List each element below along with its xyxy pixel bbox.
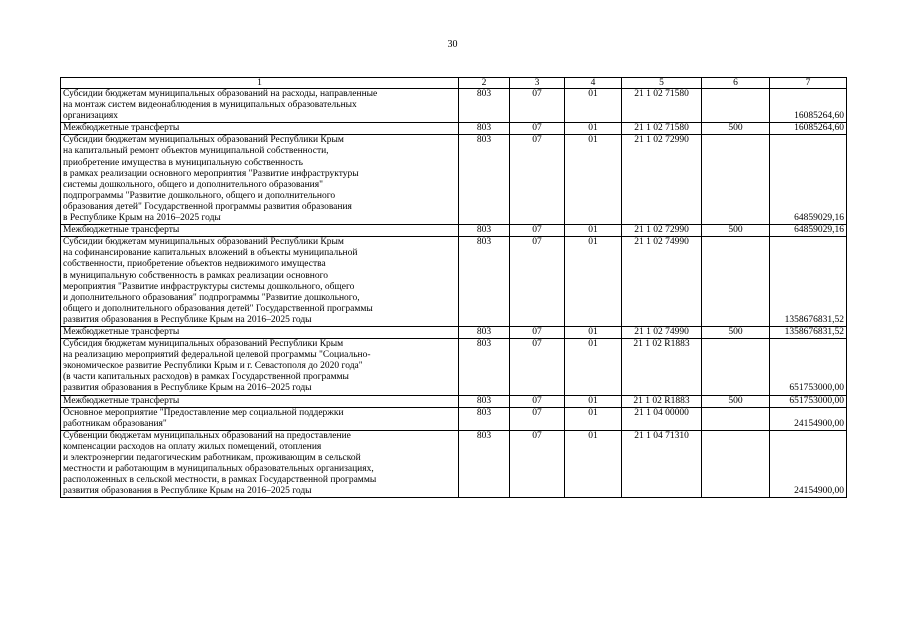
row-target-article: 21 1 02 74990 (622, 237, 702, 327)
row-amount: 1358676831,52 (770, 326, 847, 338)
row-amount: 651753000,00 (770, 339, 847, 395)
row-subsection-code: 01 (565, 89, 622, 123)
row-grbs-code: 803 (459, 407, 510, 430)
row-target-article: 21 1 02 71580 (622, 89, 702, 123)
row-section-code: 07 (510, 89, 565, 123)
column-header: 4 (565, 78, 622, 89)
row-section-code: 07 (510, 430, 565, 498)
row-target-article: 21 1 02 71580 (622, 123, 702, 135)
row-expense-type: 500 (702, 123, 770, 135)
row-expense-type (702, 89, 770, 123)
column-header: 7 (770, 78, 847, 89)
table-row (61, 326, 847, 338)
row-grbs-code: 803 (459, 89, 510, 123)
table-row (61, 89, 847, 123)
table-row (61, 135, 847, 225)
row-section-code: 07 (510, 225, 565, 237)
row-subsection-code: 01 (565, 225, 622, 237)
row-expense-type: 500 (702, 326, 770, 338)
row-amount: 64859029,16 (770, 225, 847, 237)
row-description: Межбюджетные трансферты (61, 123, 459, 135)
row-amount: 16085264,60 (770, 123, 847, 135)
row-subsection-code: 01 (565, 407, 622, 430)
table-header-row (61, 78, 847, 89)
row-section-code: 07 (510, 339, 565, 395)
table-row (61, 225, 847, 237)
row-expense-type (702, 339, 770, 395)
row-grbs-code: 803 (459, 430, 510, 498)
row-target-article: 21 1 02 74990 (622, 326, 702, 338)
row-amount: 651753000,00 (770, 395, 847, 407)
row-section-code: 07 (510, 326, 565, 338)
row-description: Субсидии бюджетам муниципальных образований Республики Крым на софинансирование капитальных вложений в объекты муниципальной собственности, приобретение объектов недвижимого имущества в муниципальную собственность в рамках реализации основного мероприятия "Развитие инфраструктуры системы дошкольного, общего и дополнительного образования" подпрограммы "Развитие дошкольного, общего и дополнительного образования детей" Государственной программы развития образования в Республике Крым на 2016–2025 годы (61, 237, 459, 327)
row-target-article: 21 1 02 72990 (622, 135, 702, 225)
row-section-code: 07 (510, 407, 565, 430)
row-subsection-code: 01 (565, 326, 622, 338)
page-number: 30 (447, 39, 458, 50)
row-description: Субсидии бюджетам муниципальных образований на расходы, направленные на монтаж систем видеонаблюдения в муниципальных образовательных организациях (61, 89, 459, 123)
row-grbs-code: 803 (459, 339, 510, 395)
row-subsection-code: 01 (565, 123, 622, 135)
row-description: Основное мероприятие "Предоставление мер социальной поддержки работникам образования" (61, 407, 459, 430)
row-section-code: 07 (510, 237, 565, 327)
column-header: 6 (702, 78, 770, 89)
column-header: 5 (622, 78, 702, 89)
row-grbs-code: 803 (459, 326, 510, 338)
row-grbs-code: 803 (459, 225, 510, 237)
row-section-code: 07 (510, 123, 565, 135)
row-subsection-code: 01 (565, 395, 622, 407)
row-expense-type (702, 430, 770, 498)
row-expense-type (702, 407, 770, 430)
row-amount: 16085264,60 (770, 89, 847, 123)
row-amount: 64859029,16 (770, 135, 847, 225)
row-description: Субвенции бюджетам муниципальных образований на предоставление компенсации расходов на оплату жилых помещений, отопления и электроэнергии педагогическим работникам, проживающим в сельской местности и работающим в муниципальных образовательных организациях, расположенных в сельской местности, в рамках Государственной программы развития образования в Республике Крым на 2016–2025 годы (61, 430, 459, 498)
row-amount: 1358676831,52 (770, 237, 847, 327)
row-description: Субсидии бюджетам муниципальных образований Республики Крым на капитальный ремонт объектов муниципальной собственности, приобретение имущества в муниципальную собственность в рамках реализации основного мероприятия "Развитие инфраструктуры системы дошкольного, общего и дополнительного образования" подпрограммы "Развитие дошкольного, общего и дополнительного образования детей" Государственной программы развития образования в Республике Крым на 2016–2025 годы (61, 135, 459, 225)
row-subsection-code: 01 (565, 430, 622, 498)
row-description: Межбюджетные трансферты (61, 395, 459, 407)
row-subsection-code: 01 (565, 237, 622, 327)
column-header: 1 (61, 78, 459, 89)
budget-table (60, 77, 847, 498)
row-target-article: 21 1 02 R1883 (622, 339, 702, 395)
row-description: Межбюджетные трансферты (61, 326, 459, 338)
row-grbs-code: 803 (459, 237, 510, 327)
row-expense-type: 500 (702, 225, 770, 237)
row-grbs-code: 803 (459, 395, 510, 407)
row-target-article: 21 1 04 71310 (622, 430, 702, 498)
row-target-article: 21 1 02 R1883 (622, 395, 702, 407)
table-row (61, 430, 847, 498)
column-header: 2 (459, 78, 510, 89)
table-row (61, 395, 847, 407)
row-subsection-code: 01 (565, 135, 622, 225)
table-row (61, 407, 847, 430)
row-grbs-code: 803 (459, 135, 510, 225)
table-row (61, 237, 847, 327)
row-grbs-code: 803 (459, 123, 510, 135)
row-amount: 24154900,00 (770, 430, 847, 498)
row-expense-type (702, 237, 770, 327)
row-section-code: 07 (510, 395, 565, 407)
row-target-article: 21 1 04 00000 (622, 407, 702, 430)
table-row (61, 123, 847, 135)
row-expense-type: 500 (702, 395, 770, 407)
column-header: 3 (510, 78, 565, 89)
row-description: Межбюджетные трансферты (61, 225, 459, 237)
row-description: Субсидия бюджетам муниципальных образований Республики Крым на реализацию мероприятий федеральной целевой программы "Социально- экономическое развитие Республики Крым и г. Севастополя до 2020 года" (в части капитальных расходов) в рамках Государственной программы развития образования в Республике Крым на 2016–2025 годы (61, 339, 459, 395)
table-row (61, 339, 847, 395)
row-section-code: 07 (510, 135, 565, 225)
row-expense-type (702, 135, 770, 225)
row-target-article: 21 1 02 72990 (622, 225, 702, 237)
row-subsection-code: 01 (565, 339, 622, 395)
row-amount: 24154900,00 (770, 407, 847, 430)
